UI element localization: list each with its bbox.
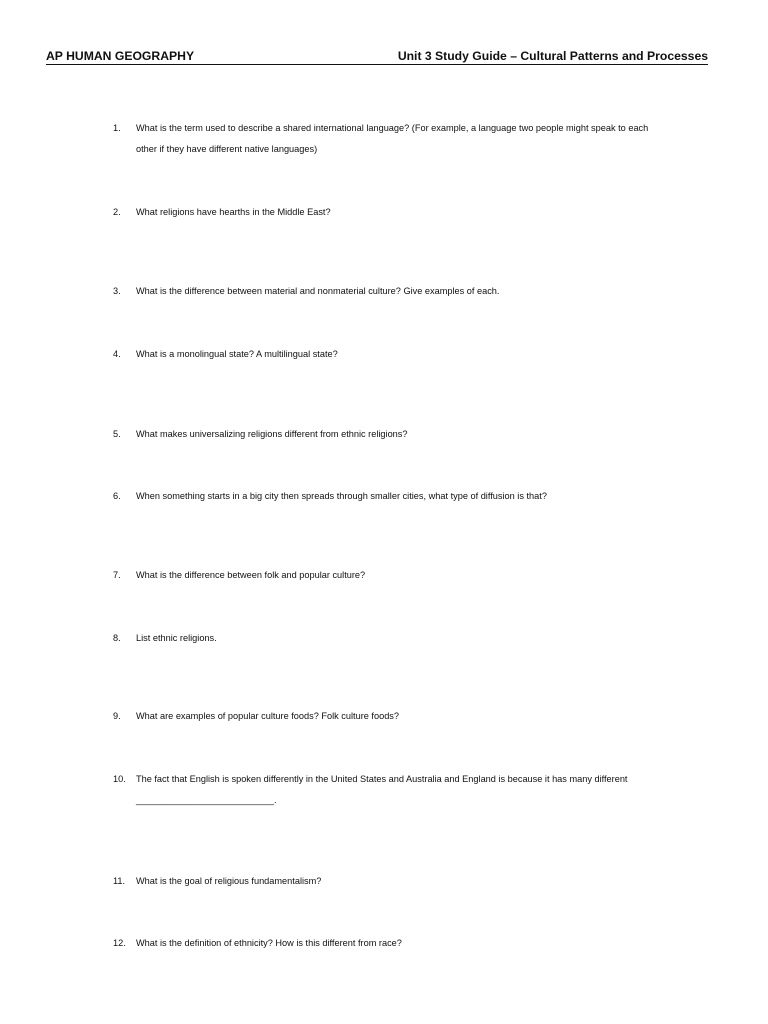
question-number: 10. xyxy=(113,774,126,784)
question-text: When something starts in a big city then spreads through smaller cities, what type of diffusion is that? xyxy=(136,491,547,501)
question-number: 11. xyxy=(113,876,126,886)
question-number: 4. xyxy=(113,349,121,359)
answer-blank: ___________________________. xyxy=(136,795,277,805)
question-number: 2. xyxy=(113,207,121,217)
question-text: What makes universalizing religions different from ethnic religions? xyxy=(136,429,408,439)
question-number: 9. xyxy=(113,711,121,721)
question-number: 5. xyxy=(113,429,121,439)
question-number: 12. xyxy=(113,938,126,948)
question-text: What is the difference between material and nonmaterial culture? Give examples of each. xyxy=(136,286,500,296)
question-number: 6. xyxy=(113,491,121,501)
question-text: What is the difference between folk and popular culture? xyxy=(136,570,366,580)
question-line: other if they have different native languages) xyxy=(136,144,318,154)
question-number: 8. xyxy=(113,633,121,643)
question-text: What are examples of popular culture foods? Folk culture foods? xyxy=(136,711,400,721)
course-title: AP HUMAN GEOGRAPHY xyxy=(46,49,195,63)
question-line: What is the term used to describe a shared international language? (For example, a language two people might speak to each xyxy=(136,123,649,133)
question-text: List ethnic religions. xyxy=(136,633,217,643)
question-text: What is a monolingual state? A multilingual state? xyxy=(136,349,338,359)
question-text: What is the goal of religious fundamentalism? xyxy=(136,876,322,886)
question-number: 7. xyxy=(113,570,121,580)
unit-title: Unit 3 Study Guide – Cultural Patterns and Processes xyxy=(397,49,708,63)
question-text: What religions have hearths in the Middle East? xyxy=(136,207,331,217)
document-header xyxy=(46,48,708,65)
question-text xyxy=(136,769,726,811)
question-number: 1. xyxy=(113,123,121,133)
question-text: What is the definition of ethnicity? How is this different from race? xyxy=(136,938,402,948)
question-text xyxy=(136,118,726,160)
question-line: The fact that English is spoken differently in the United States and Australia and England is because it has many different xyxy=(136,774,628,784)
question-number: 3. xyxy=(113,286,121,296)
